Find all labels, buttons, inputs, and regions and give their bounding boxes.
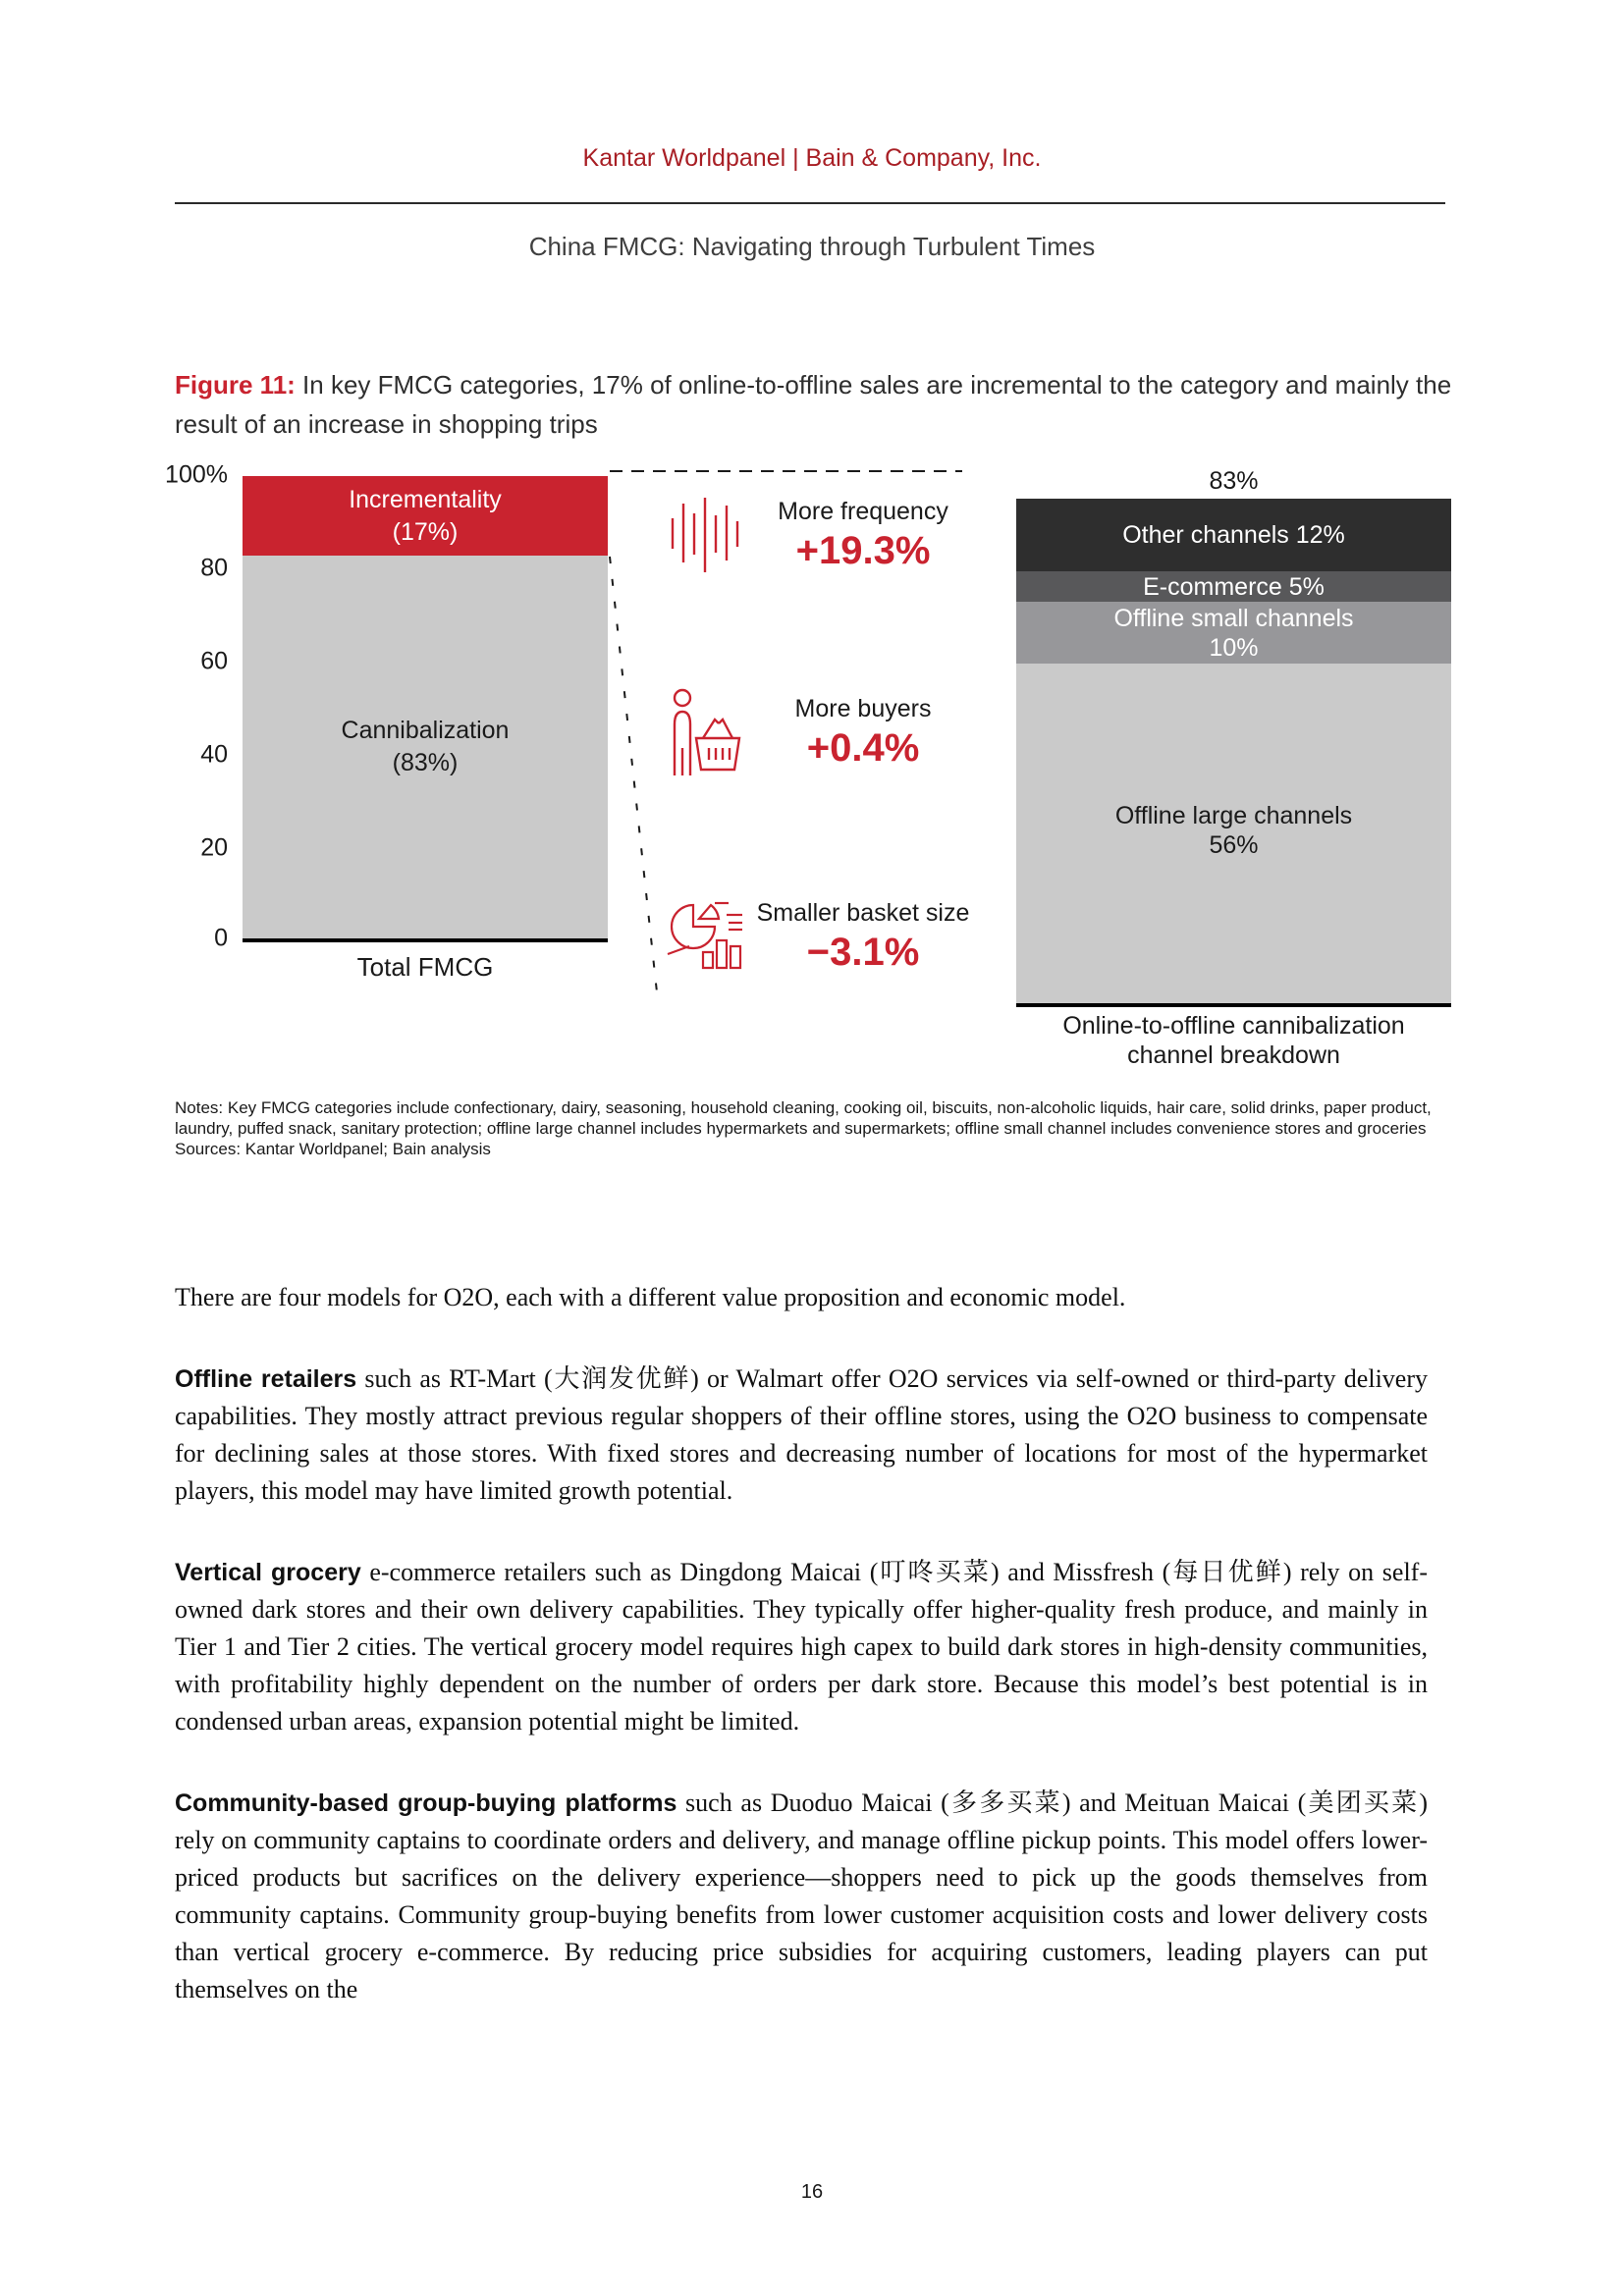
- offline-small-channels-label: Offline small channels: [1113, 604, 1354, 632]
- driver-basket-size-value: −3.1%: [806, 930, 920, 974]
- paragraph-offline-retailers: [175, 1361, 1428, 1510]
- offline-small-channels-value: 10%: [1209, 633, 1259, 662]
- y-tick-20: 20: [200, 833, 228, 862]
- y-tick-100: 100%: [165, 460, 228, 489]
- ecommerce-segment: [1016, 571, 1451, 602]
- cannibalization-value: (83%): [392, 749, 459, 776]
- incrementality-value: (17%): [392, 517, 459, 546]
- y-tick-60: 60: [200, 647, 228, 675]
- driver-basket-size-label: Smaller basket size: [756, 898, 970, 927]
- paragraph-offline-retailers-text: such as RT-Mart (大润发优鲜) or Walmart offer O2O services via self-owned or third-party delivery capabilities. They mostly attract previous regular shoppers of their offline stores, using the O2O business to compensate for declining sales at those stores. With fixed stores and decreasing number of locations for most of the hypermarket players, this model may have limited growth potential.: [175, 1364, 1428, 1505]
- left-bar-category: Total FMCG: [356, 952, 494, 982]
- other-channels-label: Other channels 12%: [1122, 521, 1345, 549]
- driver-buyers-text: [750, 695, 976, 771]
- paragraph-vertical-grocery-lead: Vertical grocery: [175, 1559, 361, 1586]
- right-bar-total-label: 83%: [1209, 467, 1259, 495]
- driver-frequency-value: +19.3%: [795, 528, 931, 572]
- notes-text: Notes: Key FMCG categories include confectionary, dairy, seasoning, household cleaning, cooking oil, biscuits, non-alcoholic liquids, hair care, solid drinks, paper product, laundry, puffed snack, sanitary protection; offline large channel includes hypermarkets and supermarkets; offline small channel includes convenience stores and groceries: [175, 1098, 1432, 1138]
- body-copy: [175, 1279, 1428, 2008]
- paragraph-group-buying-text: such as Duoduo Maicai (多多买菜) and Meituan Maicai (美团买菜) rely on community captains to coordinate orders and delivery, and manage offline pickup points. This model offers lower-priced products but sacrifices on the delivery experience—shoppers need to pick up the goods themselves from community captains. Community group-buying benefits from lower customer acquisition costs and lower delivery costs than vertical grocery e-commerce. By reducing price subsidies for acquiring customers, leading players can put themselves on the: [175, 1789, 1428, 2003]
- y-tick-40: 40: [200, 740, 228, 769]
- driver-basket-size-text: [750, 899, 976, 975]
- driver-frequency-label: More frequency: [778, 497, 948, 525]
- incrementality-label: Incrementality: [349, 485, 502, 513]
- offline-large-channels-label: Offline large channels: [1114, 802, 1353, 829]
- brand-header: Kantar Worldpanel | Bain & Company, Inc.: [582, 144, 1042, 172]
- pie-and-bars-icon: [660, 897, 750, 976]
- driver-frequency: [660, 478, 976, 592]
- document-title: China FMCG: Navigating through Turbulent Times: [528, 232, 1096, 261]
- driver-frequency-text: [750, 498, 976, 573]
- other-channels-segment: [1016, 499, 1451, 571]
- page-number: 16: [800, 2181, 824, 2203]
- sources-text: Sources: Kantar Worldpanel; Bain analysis: [175, 1140, 491, 1158]
- right-bar-category-line1: Online-to-offline cannibalization: [1062, 1012, 1405, 1040]
- offline-large-channels-value: 56%: [1209, 831, 1259, 859]
- paragraph-offline-retailers-lead: Offline retailers: [175, 1365, 357, 1393]
- right-bar-category-line2: channel breakdown: [1127, 1041, 1340, 1069]
- right-x-axis-line: [1016, 1003, 1451, 1007]
- figure-label: Figure 11:: [175, 370, 296, 400]
- dashed-connector-diagonal: [610, 557, 658, 1001]
- cannibalization-breakdown-bar: [1016, 499, 1451, 1007]
- driver-basket-size: [660, 880, 976, 993]
- paragraph-intro-text: There are four models for O2O, each with a different value proposition and economic model.: [175, 1283, 1126, 1311]
- paragraph-group-buying: [175, 1785, 1428, 2008]
- driver-buyers-value: +0.4%: [806, 725, 920, 770]
- cannibalization-label: Cannibalization: [341, 717, 510, 744]
- ecommerce-label: E-commerce 5%: [1143, 572, 1325, 601]
- frequency-bars-icon: [660, 492, 750, 578]
- figure-notes: [175, 1097, 1443, 1159]
- driver-buyers: [660, 675, 976, 789]
- driver-buyers-label: More buyers: [794, 694, 932, 722]
- paragraph-intro: [175, 1279, 1428, 1316]
- shopper-with-basket-icon: [660, 687, 750, 777]
- offline-small-channels-segment: [1016, 602, 1451, 664]
- y-tick-0: 0: [214, 924, 228, 952]
- y-tick-80: 80: [200, 554, 228, 582]
- paragraph-vertical-grocery-text: e-commerce retailers such as Dingdong Maicai (叮咚买菜) and Missfresh (每日优鲜) rely on self-owned dark stores and their own delivery capabilities. They typically offer higher-quality fresh produce, and mainly in Tier 1 and Tier 2 cities. The vertical grocery model requires high capex to build dark stores in high-density communities, with profitability highly dependent on the number of orders per dark store. Because this model’s best potential is in condensed urban areas, expansion potential might be limited.: [175, 1558, 1428, 1735]
- paragraph-vertical-grocery: [175, 1554, 1428, 1740]
- figure-caption-text: In key FMCG categories, 17% of online-to-offline sales are incremental to the category and mainly the result of an increase in shopping trips: [175, 370, 1452, 439]
- paragraph-group-buying-lead: Community-based group-buying platforms: [175, 1789, 677, 1817]
- offline-large-channels-segment: [1016, 664, 1451, 1003]
- right-bar-category: [1016, 1011, 1451, 1070]
